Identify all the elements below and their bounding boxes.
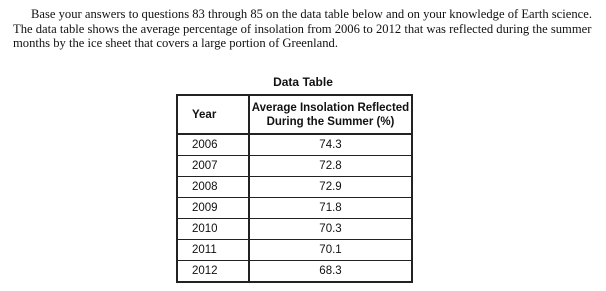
- year-cell: 2009: [177, 198, 249, 219]
- table-row: [177, 134, 412, 156]
- table-row: [177, 240, 412, 261]
- insolation-cell: 72.8: [249, 156, 412, 177]
- insolation-header-line-2: During the Summer (%): [266, 115, 395, 128]
- year-cell: 2006: [177, 134, 249, 156]
- data-table: [176, 94, 413, 283]
- insolation-cell: 72.9: [249, 177, 412, 198]
- table-row: [177, 177, 412, 198]
- year-cell: 2007: [177, 156, 249, 177]
- year-cell: 2008: [177, 177, 249, 198]
- table-header-row: [177, 95, 412, 134]
- table-row: [177, 198, 412, 219]
- insolation-cell: 74.3: [249, 134, 412, 156]
- table-row: [177, 156, 412, 177]
- year-cell: 2011: [177, 240, 249, 261]
- insolation-cell: 70.3: [249, 219, 412, 240]
- insolation-cell: 71.8: [249, 198, 412, 219]
- table-row: [177, 219, 412, 240]
- insolation-header-line-1: Average Insolation Reflected: [251, 101, 410, 114]
- insolation-cell: 68.3: [249, 261, 412, 283]
- table-row: [177, 261, 412, 283]
- year-cell: 2012: [177, 261, 249, 283]
- intro-paragraph: Base your answers to questions 83 through 85 on the data table below and on your knowledge of Earth science. The data table shows the average percentage of insolation from 2006 to 2012 that was reflected during the summer months by the ice sheet that covers a large portion of Greenland.: [13, 7, 592, 50]
- insolation-cell: 70.1: [249, 240, 412, 261]
- table-title: Data Table: [273, 75, 333, 89]
- year-cell: 2010: [177, 219, 249, 240]
- year-column-header: Year: [177, 95, 249, 134]
- insolation-column-header: [249, 95, 412, 134]
